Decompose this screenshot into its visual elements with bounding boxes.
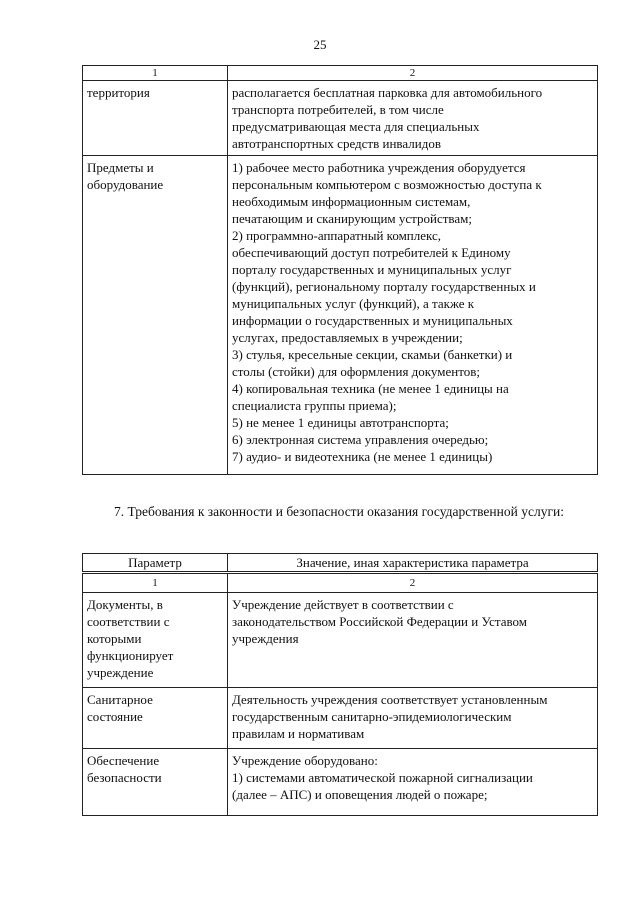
header-row (83, 554, 598, 573)
section-heading: 7. Требования к законности и безопасности оказания государственной услуги: (114, 504, 564, 519)
header-value: Значение, иная характеристика параметра (228, 554, 598, 573)
legality-safety-table (82, 553, 598, 816)
value-cell: Учреждение оборудовано: 1) системами автоматической пожарной сигнализации (далее – АПС) и оповещения людей о пожаре; (228, 749, 598, 816)
value-cell: Деятельность учреждения соответствует установленным государственным санитарно-эпидемиологическим правилам и нормативам (228, 688, 598, 749)
column-number-2: 2 (228, 573, 598, 593)
table-row (83, 688, 598, 749)
value-cell: располагается бесплатная парковка для автомобильного транспорта потребителей, в том числе предусматривающая места для специальных автотранспортных средств инвалидов (228, 81, 598, 156)
column-number-2: 2 (228, 66, 598, 81)
table-row (83, 593, 598, 688)
param-cell: Санитарное состояние (83, 688, 228, 749)
table-row (83, 156, 598, 475)
table-row (83, 81, 598, 156)
param-cell: территория (83, 81, 228, 156)
param-cell: Документы, в соответствии с которыми функционирует учреждение (83, 593, 228, 688)
page-number: 25 (313, 37, 327, 52)
column-number-row (83, 573, 598, 593)
column-number-1: 1 (83, 573, 228, 593)
param-cell: Обеспечение безопасности (83, 749, 228, 816)
table-row (83, 749, 598, 816)
param-cell: Предметы и оборудование (83, 156, 228, 475)
column-number-1: 1 (83, 66, 228, 81)
column-number-row (83, 66, 598, 81)
requirements-table-continued (82, 65, 598, 475)
header-parameter: Параметр (83, 554, 228, 573)
value-cell: 1) рабочее место работника учреждения оборудуется персональным компьютером с возможностью доступа к необходимым информационным системам, печатающим и сканирующим устройствам; 2) программно-аппаратный комплекс, обеспечивающий доступ потребителей к Единому порталу государственных и муниципальных услуг (функций), региональному порталу государственных и муниципальных услуг (функций), а также к информации о государственных и муниципальных услугах, предоставляемых в учреждении; 3) стулья, кресельные секции, скамьи (банкетки) и столы (стойки) для оформления документов; 4) копировальная техника (не менее 1 единицы на специалиста группы приема); 5) не менее 1 единицы автотранспорта; 6) электронная система управления очередью; 7) аудио- и видеотехника (не менее 1 единицы) (228, 156, 598, 475)
value-cell: Учреждение действует в соответствии с законодательством Российской Федерации и Уставом учреждения (228, 593, 598, 688)
